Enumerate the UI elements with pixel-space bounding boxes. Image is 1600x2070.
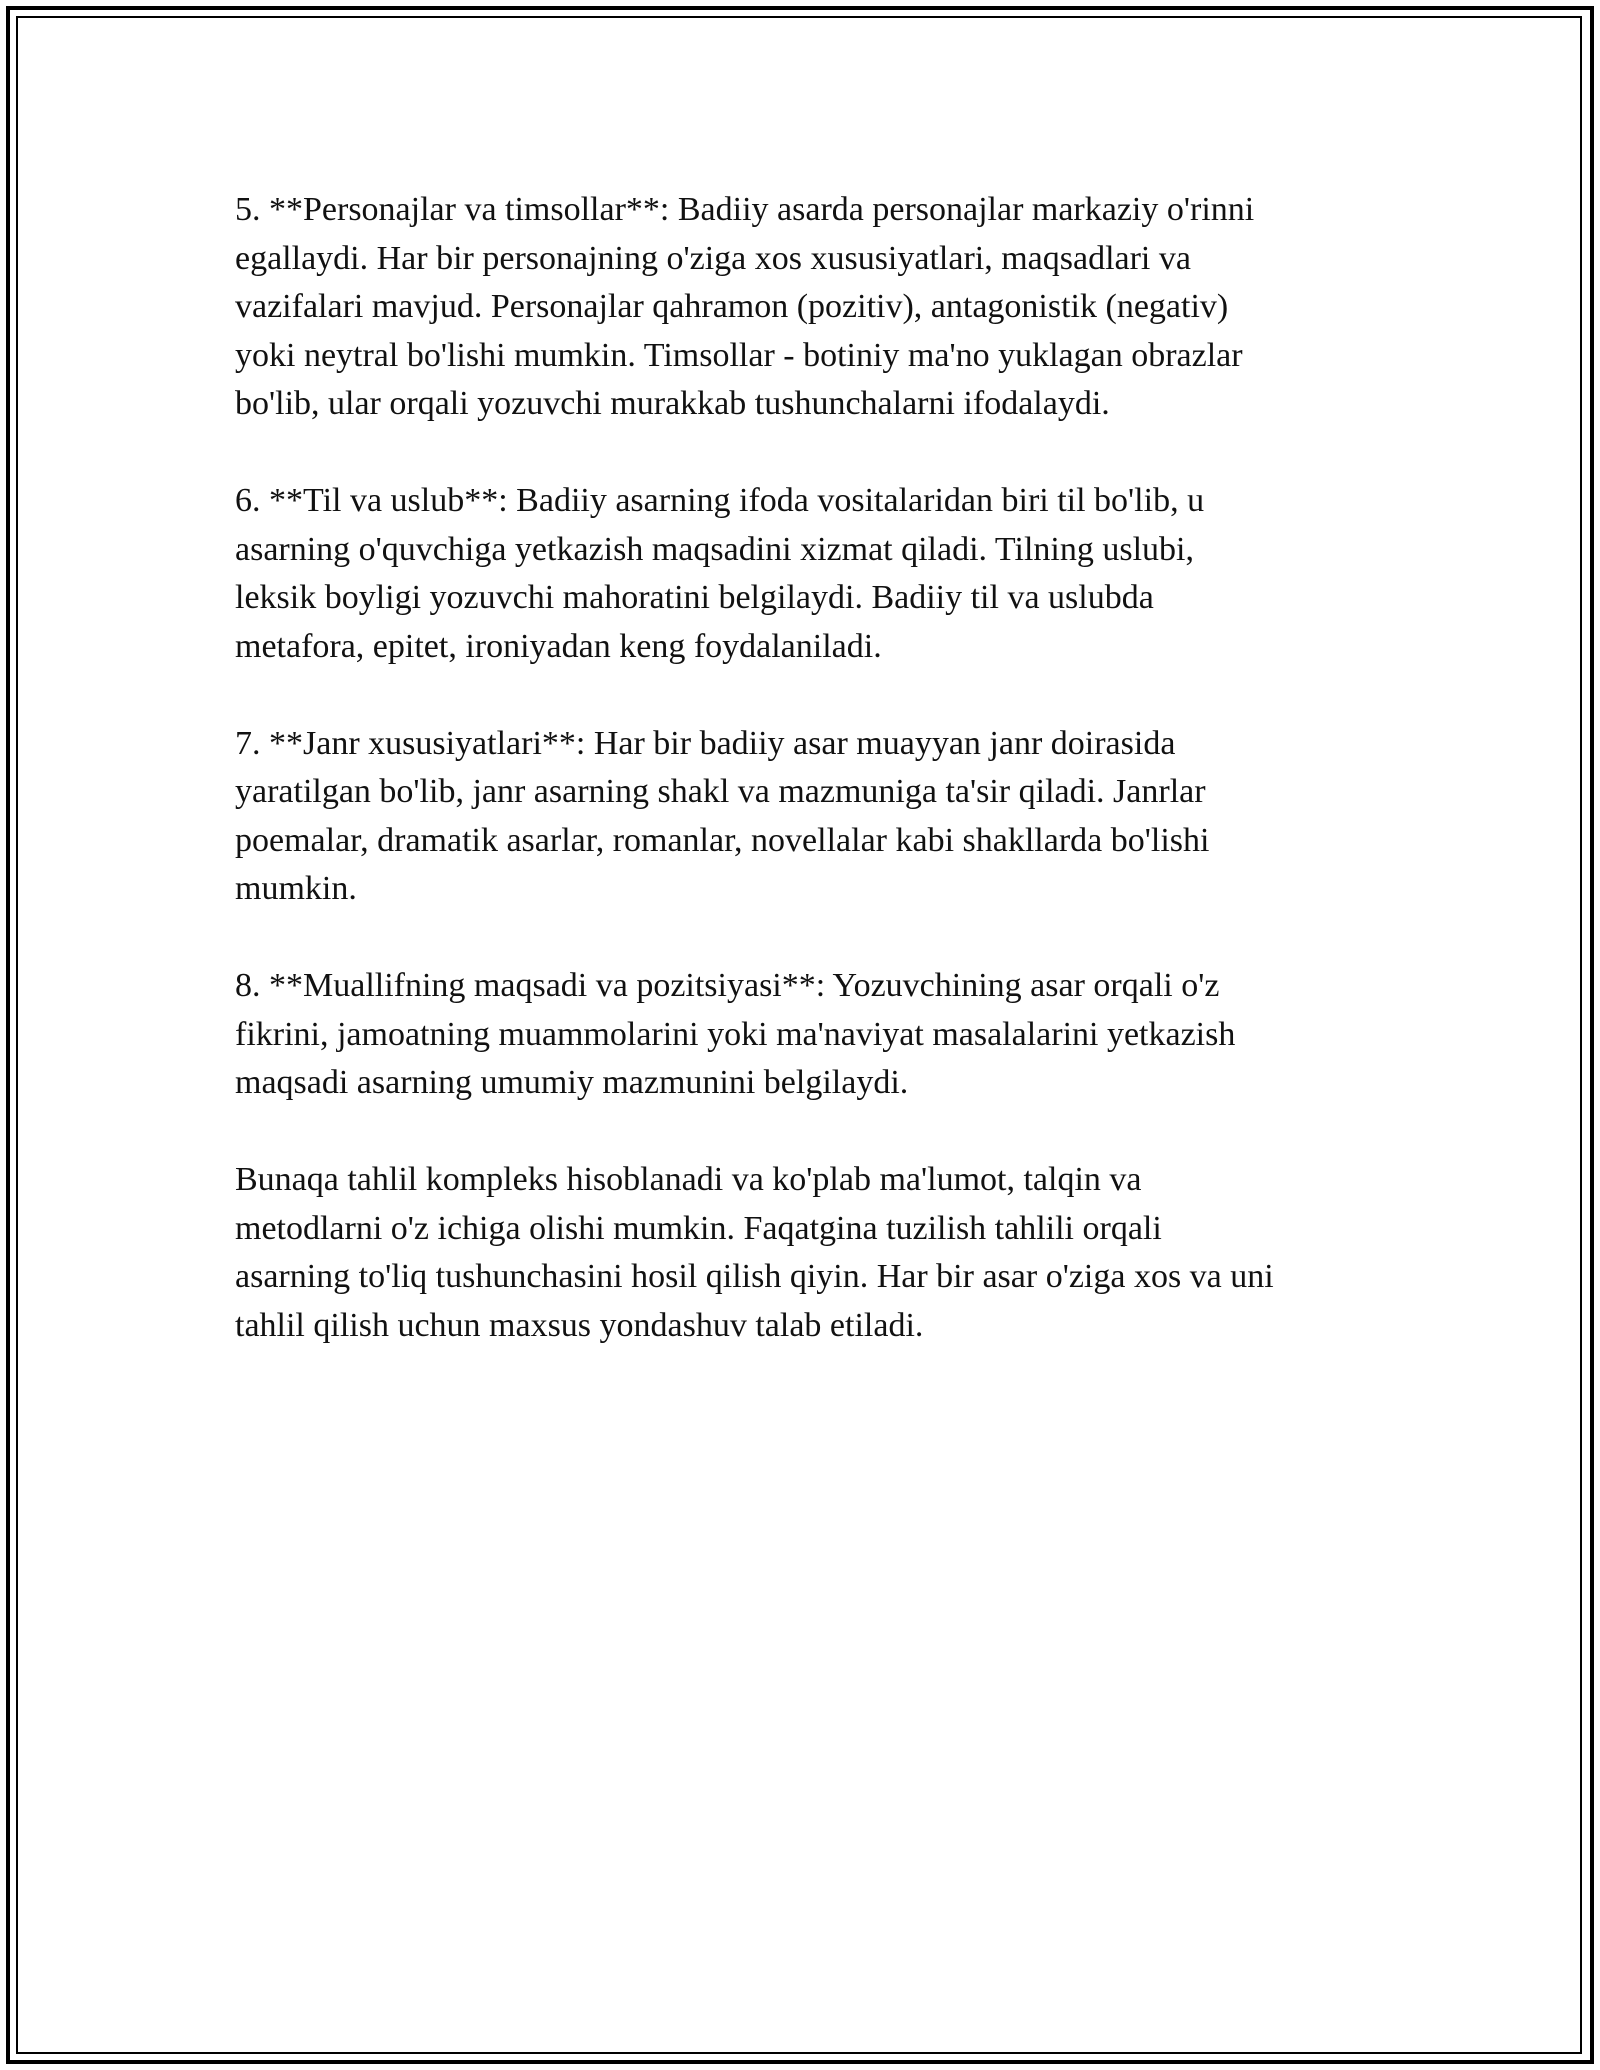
- paragraph-janr-xususiyatlari: 7. **Janr xususiyatlari**: Har bir badiiy asar muayyan janr doirasida yaratilgan bo'lib, janr asarning shakl va mazmuniga ta'sir qiladi. Janrlar poemalar, dramatik asarlar, romanlar, novellalar kabi shakllarda bo'lishi mumkin.: [235, 724, 1210, 907]
- paragraph-til-va-uslub: 6. **Til va uslub**: Badiiy asarning ifoda vositalaridan biri til bo'lib, u asarning o'quvchiga yetkazish maqsadini xizmat qiladi. Tilning uslubi, leksik boyligi yozuvchi mahoratini belgilaydi. Badiiy til va uslubda metafora, epitet, ironiyadan keng foydalaniladi.: [235, 482, 1205, 665]
- paragraph-muallif-maqsadi: 8. **Muallifning maqsadi va pozitsiyasi**: Yozuvchining asar orqali o'z fikrini, jamoatning muammolarini yoki ma'naviyat masalalarini yetkazish maqsadi asarning umumiy mazmunini belgilaydi.: [235, 967, 1236, 1101]
- paragraph-conclusion: Bunaqa tahlil kompleks hisoblanadi va ko'plab ma'lumot, talqin va metodlarni o'z ichiga olishi mumkin. Faqatgina tuzilish tahlili orqali asarning to'liq tushunchasini hosil qilish qiyin. Har bir asar o'ziga xos va uni tahlil qilish uchun maxsus yondashuv talab etiladi.: [235, 1161, 1274, 1344]
- document-body: [235, 186, 1375, 1399]
- paragraph-personajlar: 5. **Personajlar va timsollar**: Badiiy asarda personajlar markaziy o'rinni egallaydi. Har bir personajning o'ziga xos xususiyatlari, maqsadlari va vazifalari mavjud. Personajlar qahramon (pozitiv), antagonistik (negativ) yoki neytral bo'lishi mumkin. Timsollar - botiniy ma'no yuklagan obrazlar bo'lib, ular orqali yozuvchi murakkab tushunchalarni ifodalaydi.: [235, 191, 1255, 422]
